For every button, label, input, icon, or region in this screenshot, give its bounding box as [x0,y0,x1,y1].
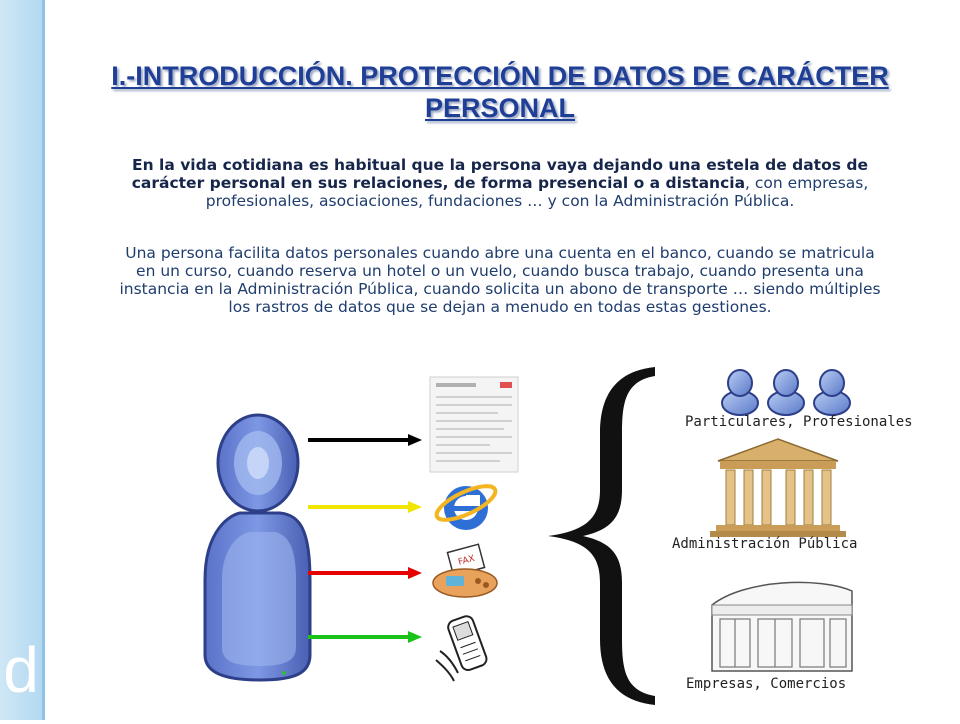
recipient-label-particulares: Particulares, Profesionales [685,414,913,430]
curly-brace [530,360,658,705]
recipient-label-empresas: Empresas, Comercios [686,676,847,692]
examples-paragraph: Una persona facilita datos personales cuando abre una cuenta en el banco, cuando se matricula en un curso, cuando reserva un hotel o un vuelo, cuando busca trabajo, cuando presenta una instancia en la Administración Pública, cuando solicita un abono de transporte … siendo múltiples los rastros de datos que se dejan a menudo en todas estas gestiones. [119,244,881,316]
arrow-black [308,434,422,446]
government-building-icon [710,439,846,537]
logo-letter: d [3,634,39,706]
recipient-label-administracion: Administración Pública [672,536,858,552]
storefront-icon [712,582,852,671]
svg-text:FAX: FAX [457,553,476,568]
intro-bold-text: En la vida cotidiana es habitual que la persona vaya dejando una estela de datos de carácter personal en sus relaciones, de forma presencial o a distancia [131,156,868,192]
arrow-green [308,631,422,643]
arrow-red [308,567,422,579]
internet-explorer-icon [432,480,499,530]
arrow-yellow [308,501,422,513]
fax-machine-icon [433,544,497,597]
intro-paragraph [118,156,882,210]
title-line-1: I.-INTRODUCCIÓN. PROTECCIÓN DE DATOS DE CARÁCTER [111,61,889,91]
form-document-icon [430,377,518,472]
person-icon [178,415,310,685]
intro-rest-text: , con empresas, profesionales, asociaciones, fundaciones … y con la Administración Pública. [205,174,869,210]
mobile-phone-icon [436,614,488,681]
people-group-icon [722,370,850,415]
data-flow-diagram [0,355,960,720]
page-title [110,60,890,124]
title-line-2: PERSONAL [424,93,576,123]
